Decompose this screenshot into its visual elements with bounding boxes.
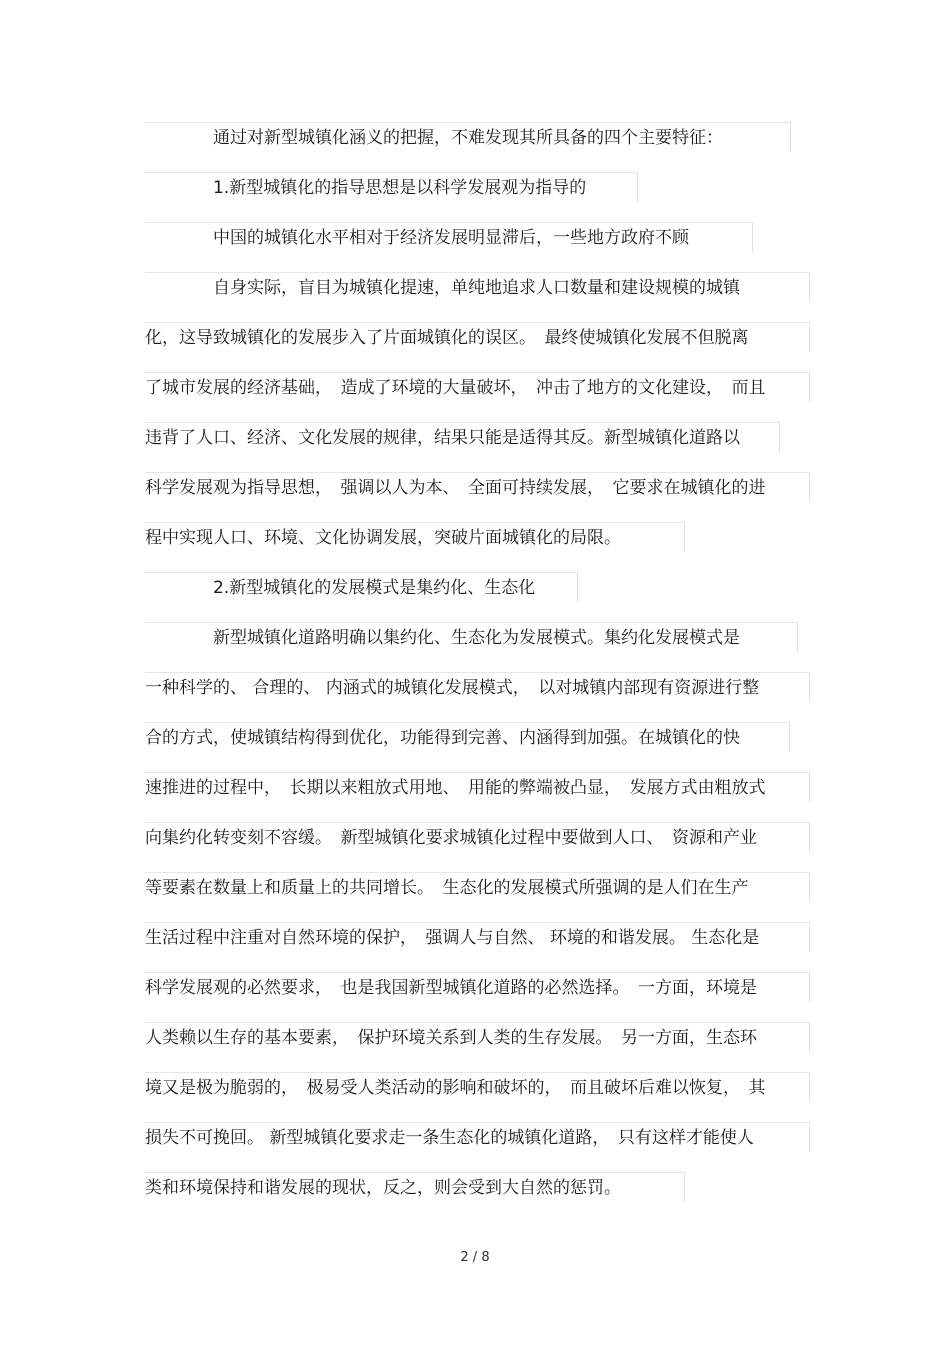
paragraph-text: 合的方式，使城镇结构得到优化，功能得到完善、内涵得到加强。在城镇化的快: [145, 728, 740, 748]
paragraph-text: 自身实际，盲目为城镇化提速，单纯地追求人口数量和建设规模的城镇: [213, 278, 740, 298]
line-rule: [145, 1172, 684, 1173]
page-number: 2 / 8: [460, 1250, 490, 1265]
line-rule: [145, 822, 809, 823]
text-line: [0, 324, 950, 352]
line-rule: [145, 322, 809, 323]
text-line: [0, 824, 950, 852]
line-rule: [145, 422, 779, 423]
text-line: [0, 1124, 950, 1152]
text-line: [0, 274, 950, 302]
line-rule: [145, 572, 577, 573]
text-line: [0, 524, 950, 552]
line-rule-edge: [809, 472, 810, 502]
text-line: [0, 374, 950, 402]
line-rule-edge: [790, 122, 791, 152]
paragraph-text: 了城市发展的经济基础， 造成了环境的大量破坏， 冲击了地方的文化建设， 而且: [145, 378, 766, 398]
line-rule-edge: [809, 1022, 810, 1052]
line-rule: [145, 122, 790, 123]
paragraph-text: 一种科学的、 合理的、 内涵式的城镇化发展模式， 以对城镇内部现有资源进行整: [145, 678, 760, 698]
paragraph-text: 科学发展观为指导思想， 强调以人为本、 全面可持续发展， 它要求在城镇化的进: [145, 478, 766, 498]
paragraph-text: 速推进的过程中， 长期以来粗放式用地、 用能的弊端被凸显， 发展方式由粗放式: [145, 778, 766, 798]
line-rule: [145, 922, 809, 923]
paragraph-text: 类和环境保持和谐发展的现状，反之，则会受到大自然的惩罚。: [145, 1178, 621, 1198]
line-rule: [145, 172, 637, 173]
line-rule-edge: [809, 372, 810, 402]
line-rule-edge: [789, 722, 790, 752]
line-rule-edge: [637, 172, 638, 202]
line-rule-edge: [797, 622, 798, 652]
text-line: [0, 774, 950, 802]
line-rule-edge: [684, 1172, 685, 1202]
line-rule: [145, 1122, 809, 1123]
line-rule-edge: [809, 1072, 810, 1102]
line-rule: [145, 222, 752, 223]
text-line: [0, 174, 950, 202]
paragraph-text: 损失不可挽回。 新型城镇化要求走一条生态化的城镇化道路， 只有这样才能使人: [145, 1128, 754, 1148]
line-rule: [145, 1022, 809, 1023]
text-line: [0, 574, 950, 602]
text-line: [0, 424, 950, 452]
paragraph-text: 程中实现人口、环境、文化协调发展，突破片面城镇化的局限。: [145, 528, 621, 548]
line-rule-edge: [809, 672, 810, 702]
text-line: [0, 674, 950, 702]
paragraph-text: 等要素在数量上和质量上的共同增长。 生态化的发展模式所强调的是人们在生产: [145, 878, 749, 898]
paragraph-text: 1.新型城镇化的指导思想是以科学发展观为指导的: [213, 178, 587, 198]
line-rule: [145, 272, 809, 273]
paragraph-text: 通过对新型城镇化涵义的把握，不难发现其所具备的四个主要特征：: [213, 128, 723, 148]
text-line: [0, 474, 950, 502]
paragraph-text: 化，这导致城镇化的发展步入了片面城镇化的误区。 最终使城镇化发展不但脱离: [145, 328, 749, 348]
paragraph-text: 2.新型城镇化的发展模式是集约化、生态化: [213, 578, 536, 598]
line-rule-edge: [684, 522, 685, 552]
text-line: [0, 874, 950, 902]
paragraph-text: 新型城镇化道路明确以集约化、生态化为发展模式。集约化发展模式是: [213, 628, 740, 648]
text-line: [0, 1074, 950, 1102]
text-line: [0, 124, 950, 152]
line-rule: [145, 472, 809, 473]
line-rule-edge: [809, 872, 810, 902]
line-rule: [145, 622, 797, 623]
text-line: [0, 624, 950, 652]
text-line: [0, 1174, 950, 1202]
paragraph-text: 科学发展观的必然要求， 也是我国新型城镇化道路的必然选择。 一方面，环境是: [145, 978, 757, 998]
line-rule: [145, 872, 809, 873]
paragraph-text: 境又是极为脆弱的， 极易受人类活动的影响和破坏的， 而且破坏后难以恢复， 其: [145, 1078, 766, 1098]
paragraph-text: 中国的城镇化水平相对于经济发展明显滞后，一些地方政府不顾: [213, 228, 689, 248]
paragraph-text: 生活过程中注重对自然环境的保护， 强调人与自然、 环境的和谐发展。 生态化是: [145, 928, 760, 948]
line-rule: [145, 672, 809, 673]
line-rule: [145, 522, 684, 523]
line-rule-edge: [809, 322, 810, 352]
text-line: [0, 224, 950, 252]
line-rule: [145, 972, 809, 973]
line-rule-edge: [752, 222, 753, 252]
text-line: [0, 974, 950, 1002]
text-line: [0, 1024, 950, 1052]
line-rule-edge: [809, 1122, 810, 1152]
paragraph-text: 违背了人口、经济、文化发展的规律，结果只能是适得其反。新型城镇化道路以: [145, 428, 740, 448]
line-rule-edge: [809, 272, 810, 302]
line-rule: [145, 772, 809, 773]
text-line: [0, 724, 950, 752]
line-rule: [145, 722, 789, 723]
line-rule-edge: [809, 922, 810, 952]
line-rule: [145, 372, 809, 373]
line-rule-edge: [809, 822, 810, 852]
line-rule-edge: [809, 972, 810, 1002]
line-rule-edge: [577, 572, 578, 602]
paragraph-text: 人类赖以生存的基本要素， 保护环境关系到人类的生存发展。 另一方面，生态环: [145, 1028, 757, 1048]
paragraph-text: 向集约化转变刻不容缓。 新型城镇化要求城镇化过程中要做到人口、 资源和产业: [145, 828, 757, 848]
line-rule-edge: [809, 772, 810, 802]
line-rule-edge: [779, 422, 780, 452]
text-line: [0, 924, 950, 952]
line-rule: [145, 1072, 809, 1073]
